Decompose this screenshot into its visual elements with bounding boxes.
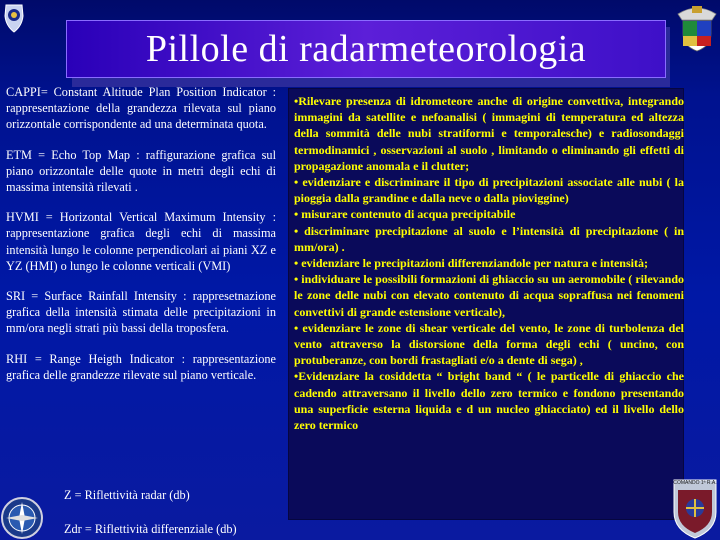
list-item: •Rilevare presenza di idrometeore anche di origine convettiva, integrando immagini da satellite e nefoanalisi ( immagini di temperatura ed altezza della sommità delle nubi stratiformi e temporalesche) e radiosondaggi termodinamici , osservazioni al suolo , limitando o eliminando gli effetti di propagazione anomala e il clutter; [294, 94, 684, 173]
list-item: • evidenziare e discriminare il tipo di precipitazioni associate alle nubi ( la pioggia dalla grandine e dalla neve o dalla pioviggine) [294, 175, 684, 206]
list-item: • evidenziare le zone di shear verticale del vento, le zone di turbolenza del vento attraverso la distorsione della forma degli echi ( uncino, con protuberanze, con bordi frastagliati e/o a dente di sega) , [294, 320, 684, 368]
list-item: • discriminare precipitazione al suolo e l’intensità di precipitazione ( in mm/ora) . [294, 223, 684, 254]
definition-etm: ETM = Echo Top Map : raffigurazione grafica sul piano orizzontale delle quote in metri degli echi di massima intensità rilevati . [6, 147, 276, 195]
formula-z: Z = Riflettività radar (db) [64, 488, 190, 502]
compass-rose-badge-icon [0, 490, 48, 540]
definition-hvmi: HVMI = Horizontal Vertical Maximum Intensity : rappresentazione grafica degli echi di massima intensità lungo le colonne perpendicolari ai piani XZ e YZ (HMI) o lungo le colonne verticali (VMI) [6, 210, 276, 273]
emblem-icon [2, 2, 26, 34]
formula-zdr: Zdr = Riflettività differenziale (db) [64, 522, 237, 536]
list-item: • evidenziare le precipitazioni differenziandole per natura e intensità; [294, 256, 648, 271]
list-item: • misurare contenuto di acqua precipitabile [294, 207, 516, 222]
list-item: • individuare le possibili formazioni di ghiaccio su un aeromobile ( rilevando le zone delle nubi con elevato contenuto di acqua sopraffusa nei fenomeni convettivi di grande estensione verticale), [294, 272, 684, 319]
list-item: •Evidenziare la cosiddetta “ bright band “ ( le particelle di ghiaccio che cadendo attraversano il livello dello zero termico e fondono presentando una superficie esterna liquida e d un nucleo ghiacciato) ed il livello dello zero termico [294, 369, 684, 433]
badge-caption: COMANDO 1ª R.A. [673, 480, 717, 486]
definition-rhi: RHI = Range Heigth Indicator : rappresentazione grafica delle grandezze rilevate sul piano verticale. [6, 351, 276, 382]
italian-armed-forces-crest-icon [676, 2, 718, 52]
page-title: Pillole di radarmeteorologia [145, 28, 587, 70]
left-definitions [6, 84, 276, 383]
definition-cappi: CAPPI= Constant Altitude Plan Position Indicator : rappresentazione della grandezza rilevata sul piano orizzontale corrispondente ad una determinata quota. [6, 85, 276, 132]
definition-sri: SRI = Surface Rainfall Intensity : rappresetnazione grafica della intensità stimata delle precipitazioni in mm/ora negli strati più bassi della troposfera. [6, 289, 276, 336]
title-banner [66, 20, 666, 78]
comando-badge-icon [670, 476, 720, 540]
right-bullet-list [294, 93, 684, 433]
